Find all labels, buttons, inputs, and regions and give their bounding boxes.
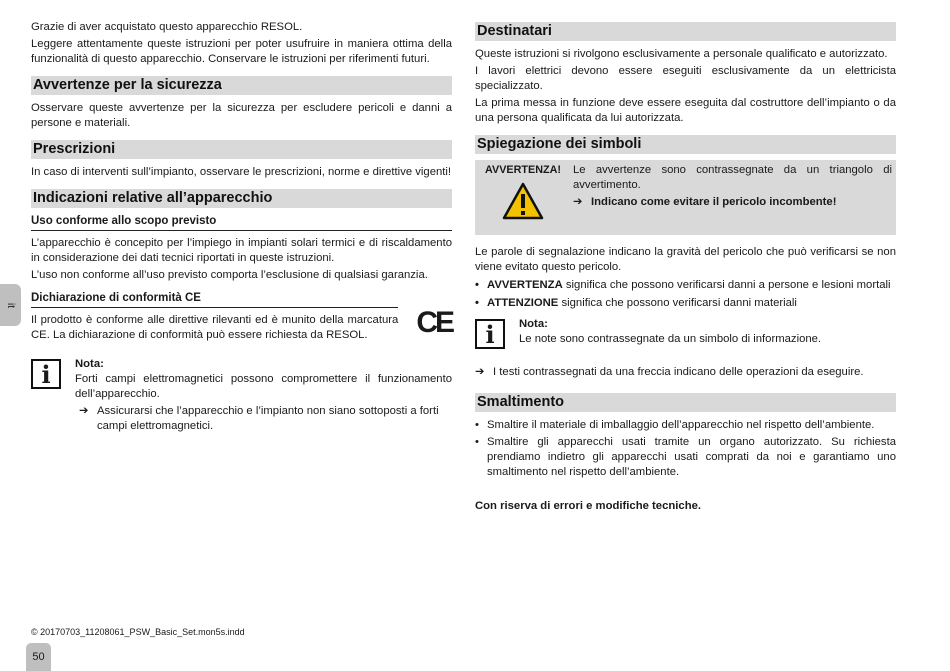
section-device-title: Indicazioni relative all’apparecchio — [31, 189, 452, 208]
safety-text: Osservare queste avvertenze per la sicurezza per escludere pericoli e danni a persone e materiali. — [31, 102, 452, 129]
warning-text: Le avvertenze sono contrassegnate da un triangolo di avvertimento. — [573, 164, 892, 191]
left-column — [31, 20, 452, 434]
bullet-attention-key: ATTENZIONE — [487, 297, 559, 309]
bullet-attention-text: significa che possono verificarsi danni materiali — [558, 297, 797, 309]
info-note-text: Le note sono contrassegnate da un simbolo di informazione. — [519, 333, 822, 345]
bullet-attention — [475, 296, 896, 311]
arrow-right-icon: ➔ — [573, 196, 583, 208]
note-arrow-item — [75, 404, 452, 434]
warning-label: AVVERTENZA! — [485, 164, 561, 176]
info-note-title: Nota: — [519, 318, 548, 330]
disposal-item — [475, 418, 896, 433]
arrow-right-icon: ➔ — [475, 366, 485, 378]
info-note-block — [475, 317, 896, 349]
note-block — [31, 357, 452, 434]
ce-mark-icon: CE — [416, 306, 452, 339]
bullet-dot: • — [475, 436, 479, 448]
section-target-title: Destinatari — [475, 22, 896, 41]
bullet-dot: • — [475, 297, 479, 309]
use-text-1: L’apparecchio è concepito per l’impiego in impianti solari termici e di riscaldamento in considerazione dei dati tecnici riportati in queste istruzioni. — [31, 237, 452, 264]
note-text: Forti campi elettromagnetici possono compromettere il funzionamento dell’apparecchio. — [75, 373, 452, 400]
target-text-3: La prima messa in funzione deve essere eseguita dal costruttore dell’impianto o da una persona qualificata da lui autorizzata. — [475, 97, 896, 124]
section-disposal-title: Smaltimento — [475, 393, 896, 412]
intro-thanks: Grazie di aver acquistato questo apparecchio RESOL. — [31, 21, 303, 33]
arrow-right-icon: ➔ — [79, 405, 89, 417]
ce-block — [31, 285, 452, 345]
arrow-explainer-text: I testi contrassegnati da una freccia indicano delle operazioni da eseguire. — [493, 366, 864, 378]
note-arrow-text: Assicurarsi che l’apparecchio e l’impianto non siano sottoposti a forti campi elettromagnetici. — [97, 405, 439, 432]
use-text-2: L’uso non conforme all’uso previsto comporta l’esclusione di qualsiasi garanzia. — [31, 269, 428, 281]
warning-arrow-item — [573, 195, 892, 210]
warning-box — [475, 160, 896, 235]
footer-file-info: © 20170703_11208061_PSW_Basic_Set.mon5s.indd — [31, 627, 245, 637]
right-column — [475, 14, 896, 516]
signal-text: Le parole di segnalazione indicano la gravità del pericolo che può verificarsi se non viene evitato questo pericolo. — [475, 246, 896, 273]
disposal-text-1: Smaltire il materiale di imballaggio dell’apparecchio nel rispetto dell’ambiente. — [487, 419, 875, 431]
section-safety-title: Avvertenze per la sicurezza — [31, 76, 452, 95]
disposal-item — [475, 435, 896, 480]
ce-text: Il prodotto è conforme alle direttive rilevanti ed è munito della marcatura CE. La dichiarazione di conformità può essere richiesta da RESOL. — [31, 314, 399, 341]
arrow-explainer — [475, 365, 896, 380]
target-text-2: I lavori elettrici devono essere eseguiti esclusivamente da un elettricista specializzato. — [475, 65, 896, 92]
rules-text: In caso di interventi sull’impianto, osservare le prescrizioni, norme e direttive vigenti! — [31, 166, 452, 178]
page-number: 50 — [26, 643, 51, 671]
warning-triangle-icon — [502, 182, 544, 220]
bullet-warning-key: AVVERTENZA — [487, 279, 563, 291]
disposal-text-2: Smaltire gli apparecchi usati tramite un organo autorizzato. Su richiesta prendiamo indietro gli apparecchi usati comprati da noi e garantiamo uno smaltimento nel rispetto dell’ambiente. — [487, 436, 896, 478]
bullet-warning-text: significa che possono verificarsi danni a persone e lesioni mortali — [562, 279, 891, 291]
bullet-dot: • — [475, 279, 479, 291]
info-icon: i — [31, 359, 61, 389]
warning-arrow-text: Indicano come evitare il pericolo incombente! — [591, 196, 837, 208]
use-subtitle: Uso conforme allo scopo previsto — [31, 214, 452, 231]
intro-read: Leggere attentamente queste istruzioni per poter usufruire in maniera ottima della funzionalità di questo apparecchio. Conservare le istruzioni per riferimenti futuri. — [31, 38, 452, 65]
ce-subtitle: Dichiarazione di conformità CE — [31, 291, 398, 308]
bullet-warning — [475, 278, 896, 293]
reserve-note: Con riserva di errori e modifiche tecniche. — [475, 500, 702, 512]
note-title: Nota: — [75, 358, 104, 370]
language-tab — [0, 284, 21, 326]
section-symbols-title: Spiegazione dei simboli — [475, 135, 896, 154]
section-rules-title: Prescrizioni — [31, 140, 452, 159]
language-code: it — [5, 302, 16, 308]
info-icon: i — [475, 319, 505, 349]
target-text-1: Queste istruzioni si rivolgono esclusivamente a personale qualificato e autorizzato. — [475, 48, 888, 60]
bullet-dot: • — [475, 419, 479, 431]
